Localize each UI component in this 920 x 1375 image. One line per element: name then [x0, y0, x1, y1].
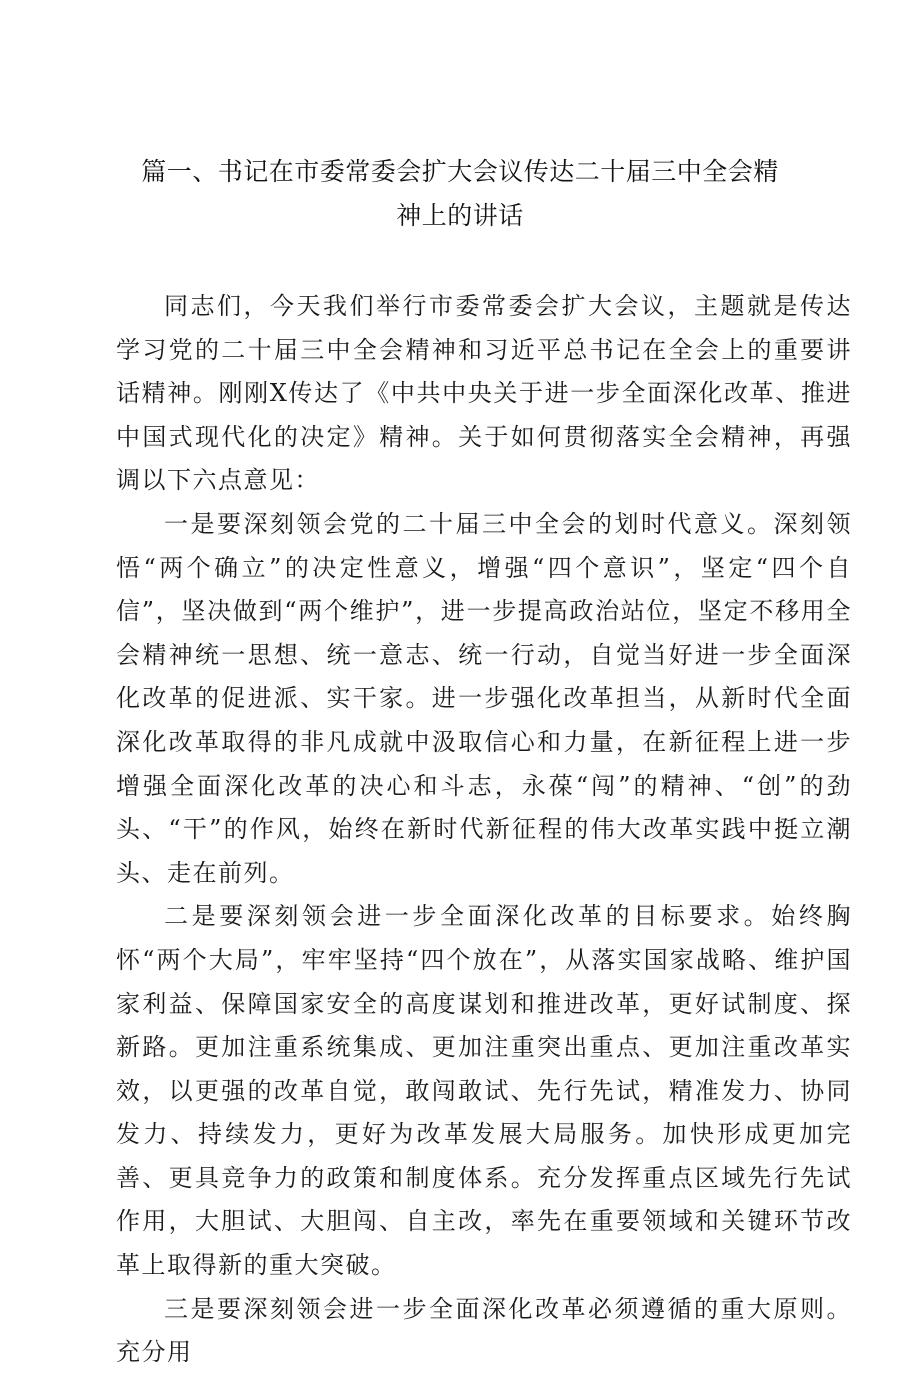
document-title [116, 150, 804, 238]
title-line-2: 神上的讲话 [396, 201, 524, 230]
paragraph-point-3: 三是要深刻领会进一步全面深化改革必须遵循的重大原则。充分用 [116, 1294, 852, 1367]
paragraph-point-2: 二是要深刻领会进一步全面深化改革的目标要求。始终胸怀“两个大局”，牢牢坚持“四个放在”，从落实国家战略、维护国家利益、保障国家安全的高度谋划和推进改革，更好试制度、探新路。更加注重系统集成、更加注重突出重点、更加注重改革实效，以更强的改革自觉，敢闯敢试、先行先试，精准发力、协同发力、持续发力，更好为改革发展大局服务。加快形成更加完善、更具竞争力的政策和制度体系。充分发挥重点区域先行先试作用，大胆试、大胆闯、自主改，率先在重要领域和关键环节改革上取得新的重大突破。 [116, 902, 852, 1280]
paragraph-intro: 同志们，今天我们举行市委常委会扩大会议，主题就是传达学习党的二十届三中全会精神和习近平总书记在全会上的重要讲话精神。刚刚X传达了《中共中央关于进一步全面深化改革、推进中国式现代化的决定》精神。关于如何贯彻落实全会精神，再强调以下六点意见： [116, 292, 852, 495]
paragraph-point-1: 一是要深刻领会党的二十届三中全会的划时代意义。深刻领悟“两个确立”的决定性意义，增强“四个意识”，坚定“四个自信”，坚决做到“两个维护”，进一步提高政治站位，坚定不移用全会精神统一思想、统一意志、统一行动，自觉当好进一步全面深化改革的促进派、实干家。进一步强化改革担当，从新时代全面深化改革取得的非凡成就中汲取信心和力量，在新征程上进一步增强全面深化改革的决心和斗志，永葆“闯”的精神、“创”的劲头、“干”的作风，始终在新时代新征程的伟大改革实践中挺立潮头、走在前列。 [116, 509, 852, 887]
document-body [116, 285, 852, 1375]
title-line-1: 篇一、书记在市委常委会扩大会议传达二十届三中全会精 [141, 157, 779, 186]
